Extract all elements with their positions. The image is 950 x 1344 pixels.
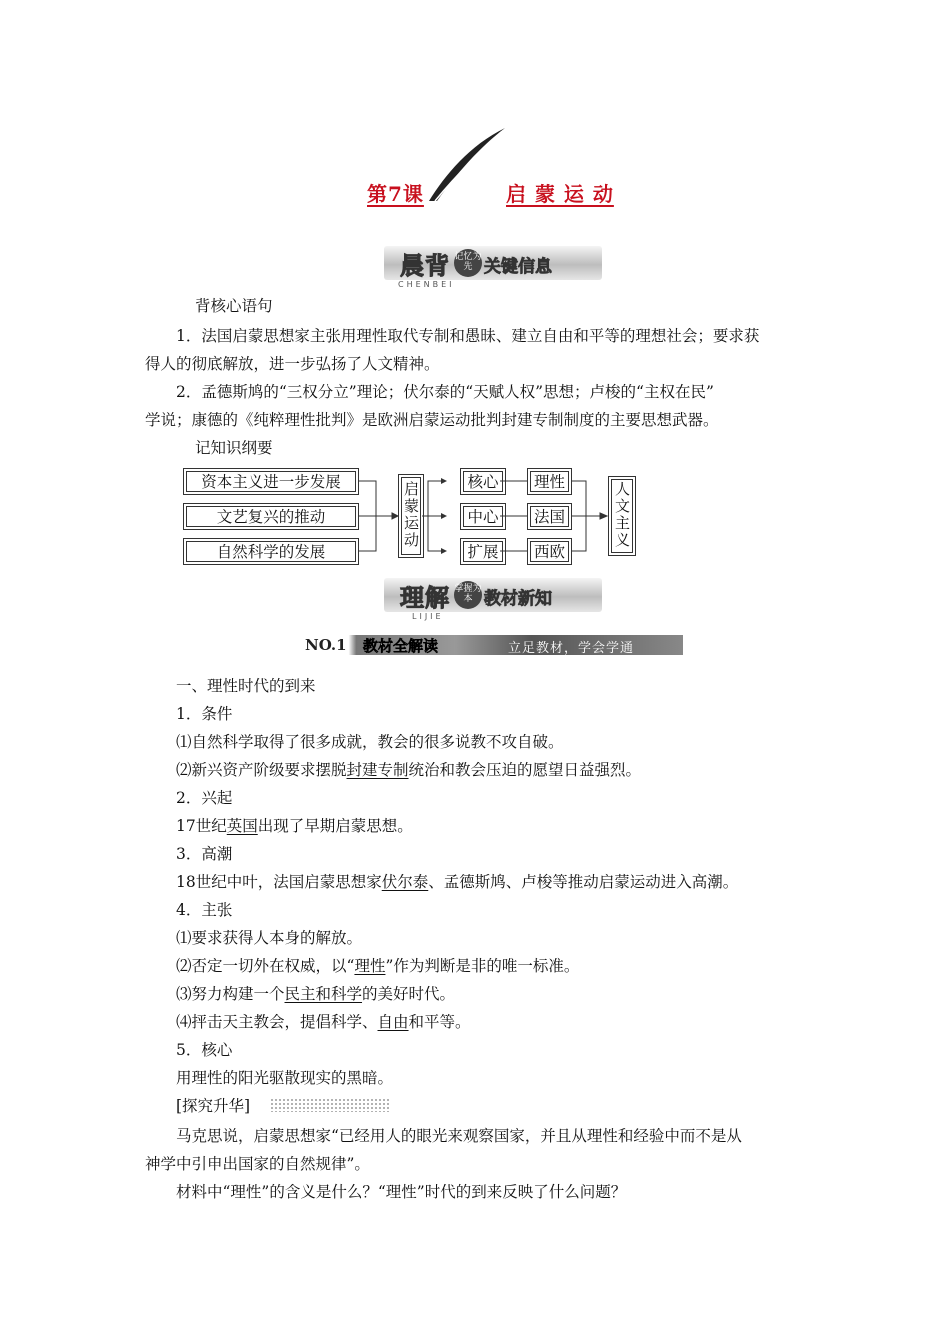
center-box bbox=[398, 474, 424, 558]
banner2-circle-text: 掌握为本 bbox=[454, 581, 482, 609]
banner-circle-text: 记忆为先 bbox=[454, 249, 482, 277]
item-2-heading: 2．兴起 bbox=[176, 789, 233, 807]
section-heading: 一、理性时代的到来 bbox=[176, 677, 316, 695]
item-5-heading: 5．核心 bbox=[176, 1041, 233, 1059]
right-term-1: 理性 bbox=[533, 473, 565, 491]
banner-rest-text: 关键信息 bbox=[484, 257, 552, 277]
item-4b-key: 理性 bbox=[354, 957, 386, 975]
item-1a: ⑴自然科学取得了很多成就，教会的很多说教不攻自破。 bbox=[176, 733, 564, 751]
cause-box-2 bbox=[183, 503, 359, 530]
left-term-1: 核心 bbox=[467, 473, 499, 491]
item-2a-key: 英国 bbox=[226, 817, 258, 835]
item-1b bbox=[176, 760, 641, 780]
item-3a-post: 、孟德斯鸠、卢梭等推动启蒙运动进入高潮。 bbox=[428, 873, 739, 891]
item-4c-pre: ⑶努力构建一个 bbox=[176, 985, 285, 1003]
quote-line-2: 神学中引申出国家的自然规律”。 bbox=[145, 1155, 370, 1173]
right-term-box-1 bbox=[527, 468, 572, 495]
item-4d-key: 自由 bbox=[377, 1013, 409, 1031]
lesson-title: 启 蒙 运 动 bbox=[506, 182, 614, 206]
item-4d-pre: ⑷抨击天主教会，提倡科学、 bbox=[176, 1013, 378, 1031]
question-line: 材料中“理性”的含义是什么？“理性”时代的到来反映了什么问题？ bbox=[176, 1183, 627, 1201]
item-4c-key: 民主和科学 bbox=[284, 985, 363, 1003]
right-term-3: 西欧 bbox=[533, 543, 565, 561]
result-box bbox=[608, 476, 636, 556]
left-term-box-1 bbox=[460, 468, 506, 495]
explore-dotted-bar bbox=[270, 1098, 390, 1112]
quote-line-1: 马克思说，启蒙思想家“已经用人的眼光来观察国家，并且从理性和经验中而不是从 bbox=[176, 1127, 742, 1145]
banner2-en-text: LIJIE bbox=[412, 612, 444, 621]
left-term-box-3 bbox=[460, 538, 506, 565]
bar-number: NO.1 bbox=[305, 636, 347, 654]
item-4d bbox=[176, 1012, 471, 1032]
bar-label: 教材全解读 bbox=[363, 637, 439, 655]
item-2a-post: 出现了早期启蒙思想。 bbox=[257, 817, 413, 835]
item-3a-key: 伏尔泰 bbox=[381, 873, 429, 891]
banner2-rest-text: 教材新知 bbox=[484, 589, 552, 609]
item-3-heading: 3．高潮 bbox=[176, 845, 233, 863]
bar-slogan: 立足教材，学会学通 bbox=[508, 641, 635, 656]
right-term-box-3 bbox=[527, 538, 572, 565]
item-4-heading: 4．主张 bbox=[176, 901, 233, 919]
core-p1b: 得人的彻底解放，进一步弘扬了人文精神。 bbox=[145, 355, 440, 373]
item-4b-post: ”作为判断是非的唯一标准。 bbox=[385, 957, 580, 975]
item-1b-pre: ⑵新兴资产阶级要求摆脱 bbox=[176, 761, 347, 779]
lesson-number: 第7课 bbox=[367, 182, 424, 206]
outline-heading: 记知识纲要 bbox=[195, 439, 273, 457]
right-term-2: 法国 bbox=[533, 508, 565, 526]
item-5a: 用理性的阳光驱散现实的黑暗。 bbox=[176, 1069, 394, 1087]
core-p2a: 2．孟德斯鸠的“三权分立”理论；伏尔泰的“天赋人权”思想；卢梭的“主权在民” bbox=[176, 383, 714, 401]
item-2a bbox=[176, 816, 413, 836]
section-bar bbox=[303, 635, 683, 655]
item-4b bbox=[176, 956, 579, 976]
cause-3: 自然科学的发展 bbox=[216, 543, 326, 561]
cause-2: 文艺复兴的推动 bbox=[216, 508, 326, 526]
cause-box-3 bbox=[183, 538, 359, 565]
item-4c bbox=[176, 984, 455, 1004]
item-4b-pre: ⑵否定一切外在权威，以“ bbox=[176, 957, 355, 975]
banner-big-text: 晨背 bbox=[400, 252, 450, 280]
item-1b-key: 封建专制 bbox=[346, 761, 409, 779]
item-4c-post: 的美好时代。 bbox=[362, 985, 456, 1003]
banner-lijie bbox=[384, 578, 602, 621]
item-1b-post: 统治和教会压迫的愿望日益强烈。 bbox=[408, 761, 642, 779]
left-term-2: 中心 bbox=[467, 508, 499, 526]
item-4d-post: 和平等。 bbox=[408, 1013, 471, 1031]
cause-box-1 bbox=[183, 468, 359, 495]
core-heading: 背核心语句 bbox=[195, 297, 273, 315]
left-term-3: 扩展 bbox=[467, 543, 499, 561]
item-2a-pre: 17世纪 bbox=[176, 817, 227, 835]
item-3a bbox=[176, 872, 738, 892]
left-term-box-2 bbox=[460, 503, 506, 530]
core-p2b: 学说；康德的《纯粹理性批判》是欧洲启蒙运动批判封建专制制度的主要思想武器。 bbox=[145, 411, 719, 429]
item-4a: ⑴要求获得人本身的解放。 bbox=[176, 929, 363, 947]
center-text: 启蒙运动 bbox=[402, 481, 420, 549]
banner2-big-text: 理解 bbox=[400, 584, 450, 612]
banner-en-text: CHENBEI bbox=[398, 280, 455, 289]
result-text: 人文主义 bbox=[613, 481, 631, 549]
core-p1a: 1．法国启蒙思想家主张用理性取代专制和愚昧、建立自由和平等的理想社会；要求获 bbox=[176, 327, 760, 345]
explore-label: [探究升华] bbox=[176, 1097, 251, 1115]
cause-1: 资本主义进一步发展 bbox=[201, 473, 341, 491]
right-term-box-2 bbox=[527, 503, 572, 530]
item-3a-pre: 18世纪中叶，法国启蒙思想家 bbox=[176, 873, 382, 891]
item-1-heading: 1．条件 bbox=[176, 705, 233, 723]
